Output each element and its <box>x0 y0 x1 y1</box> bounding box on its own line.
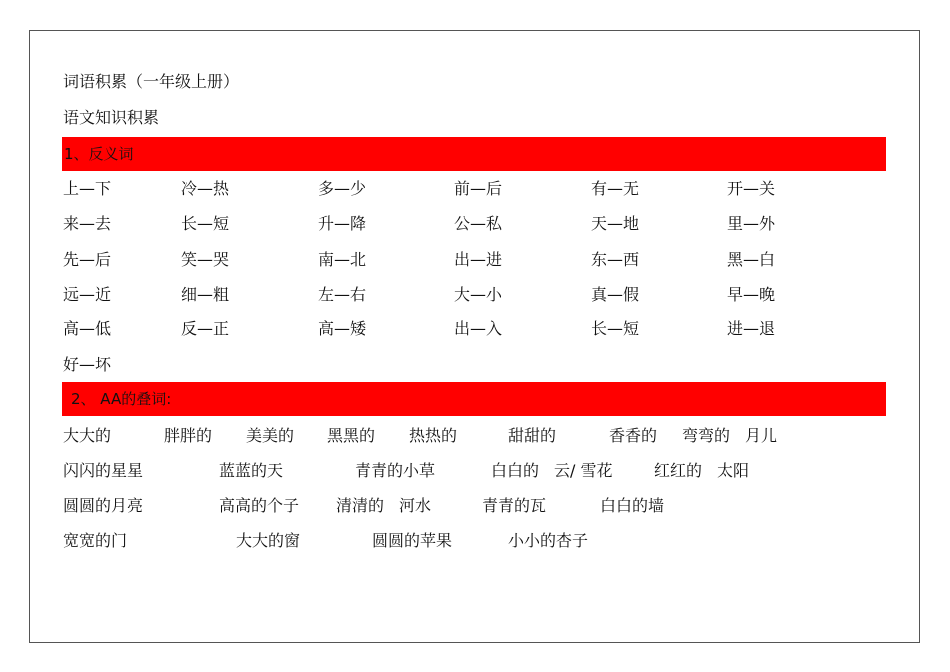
antonym-pair: 进—退 <box>727 319 776 338</box>
antonym-pair: 高—低 <box>63 319 112 338</box>
word-item: 大大的 <box>63 426 112 445</box>
antonym-heading-bar <box>62 137 886 171</box>
word-item: 红红的 <box>654 461 703 480</box>
antonym-pair: 多—少 <box>318 179 367 198</box>
word-item: 胖胖的 <box>164 426 213 445</box>
word-item: 宽宽的门 <box>63 531 128 550</box>
antonym-pair: 升—降 <box>318 214 367 233</box>
reduplicated-heading-bar <box>62 382 886 416</box>
word-item: 大大的窗 <box>236 531 301 550</box>
antonym-pair: 里—外 <box>727 214 776 233</box>
word-item: 热热的 <box>409 426 458 445</box>
antonym-pair: 黑—白 <box>727 250 776 269</box>
section-subtitle: 语文知识积累 <box>63 108 160 127</box>
antonym-pair: 笑—哭 <box>181 250 230 269</box>
word-item: 白白的 <box>491 461 540 480</box>
antonym-heading: 1、反义词 <box>64 145 134 163</box>
antonym-pair: 细—粗 <box>181 285 230 304</box>
antonym-pair: 真—假 <box>591 285 640 304</box>
reduplicated-heading: 2、 AA的叠词: <box>71 390 172 408</box>
word-item: 白白的墙 <box>600 496 665 515</box>
word-item: 小小的杏子 <box>508 531 589 550</box>
antonym-pair: 出—进 <box>454 250 503 269</box>
antonym-pair: 东—西 <box>591 250 640 269</box>
antonym-pair: 南—北 <box>318 250 367 269</box>
antonym-pair: 冷—热 <box>181 179 230 198</box>
antonym-pair: 上—下 <box>63 179 112 198</box>
antonym-pair: 早—晚 <box>727 285 776 304</box>
antonym-pair: 先—后 <box>63 250 112 269</box>
antonym-pair: 来—去 <box>63 214 112 233</box>
document-title: 词语积累（一年级上册） <box>63 72 240 91</box>
word-item: 圆圆的苹果 <box>372 531 453 550</box>
word-item: 美美的 <box>246 426 295 445</box>
word-item: 闪闪的星星 <box>63 461 144 480</box>
word-item: 河水 <box>399 496 432 515</box>
antonym-pair: 前—后 <box>454 179 503 198</box>
word-item: 甜甜的 <box>508 426 557 445</box>
word-item: 云/ 雪花 <box>554 461 613 480</box>
word-item: 青青的瓦 <box>482 496 547 515</box>
word-item: 圆圆的月亮 <box>63 496 144 515</box>
word-item: 月儿 <box>745 426 778 445</box>
word-item: 黑黑的 <box>327 426 376 445</box>
word-item: 青青的小草 <box>355 461 436 480</box>
antonym-pair: 出—入 <box>454 319 503 338</box>
antonym-pair: 长—短 <box>181 214 230 233</box>
word-item: 清清的 <box>336 496 385 515</box>
word-item: 太阳 <box>717 461 750 480</box>
antonym-pair: 公—私 <box>454 214 503 233</box>
word-item: 高高的个子 <box>219 496 300 515</box>
antonym-pair: 左—右 <box>318 285 367 304</box>
word-item: 香香的 <box>609 426 658 445</box>
antonym-pair: 有—无 <box>591 179 640 198</box>
antonym-pair: 远—近 <box>63 285 112 304</box>
antonym-pair: 长—短 <box>591 319 640 338</box>
antonym-pair: 开—关 <box>727 179 776 198</box>
antonym-pair: 高—矮 <box>318 319 367 338</box>
word-item: 弯弯的 <box>682 426 731 445</box>
antonym-pair: 反—正 <box>181 319 230 338</box>
word-item: 蓝蓝的天 <box>219 461 284 480</box>
antonym-pair: 好—坏 <box>63 355 112 374</box>
antonym-pair: 大—小 <box>454 285 503 304</box>
antonym-pair: 天—地 <box>591 214 640 233</box>
